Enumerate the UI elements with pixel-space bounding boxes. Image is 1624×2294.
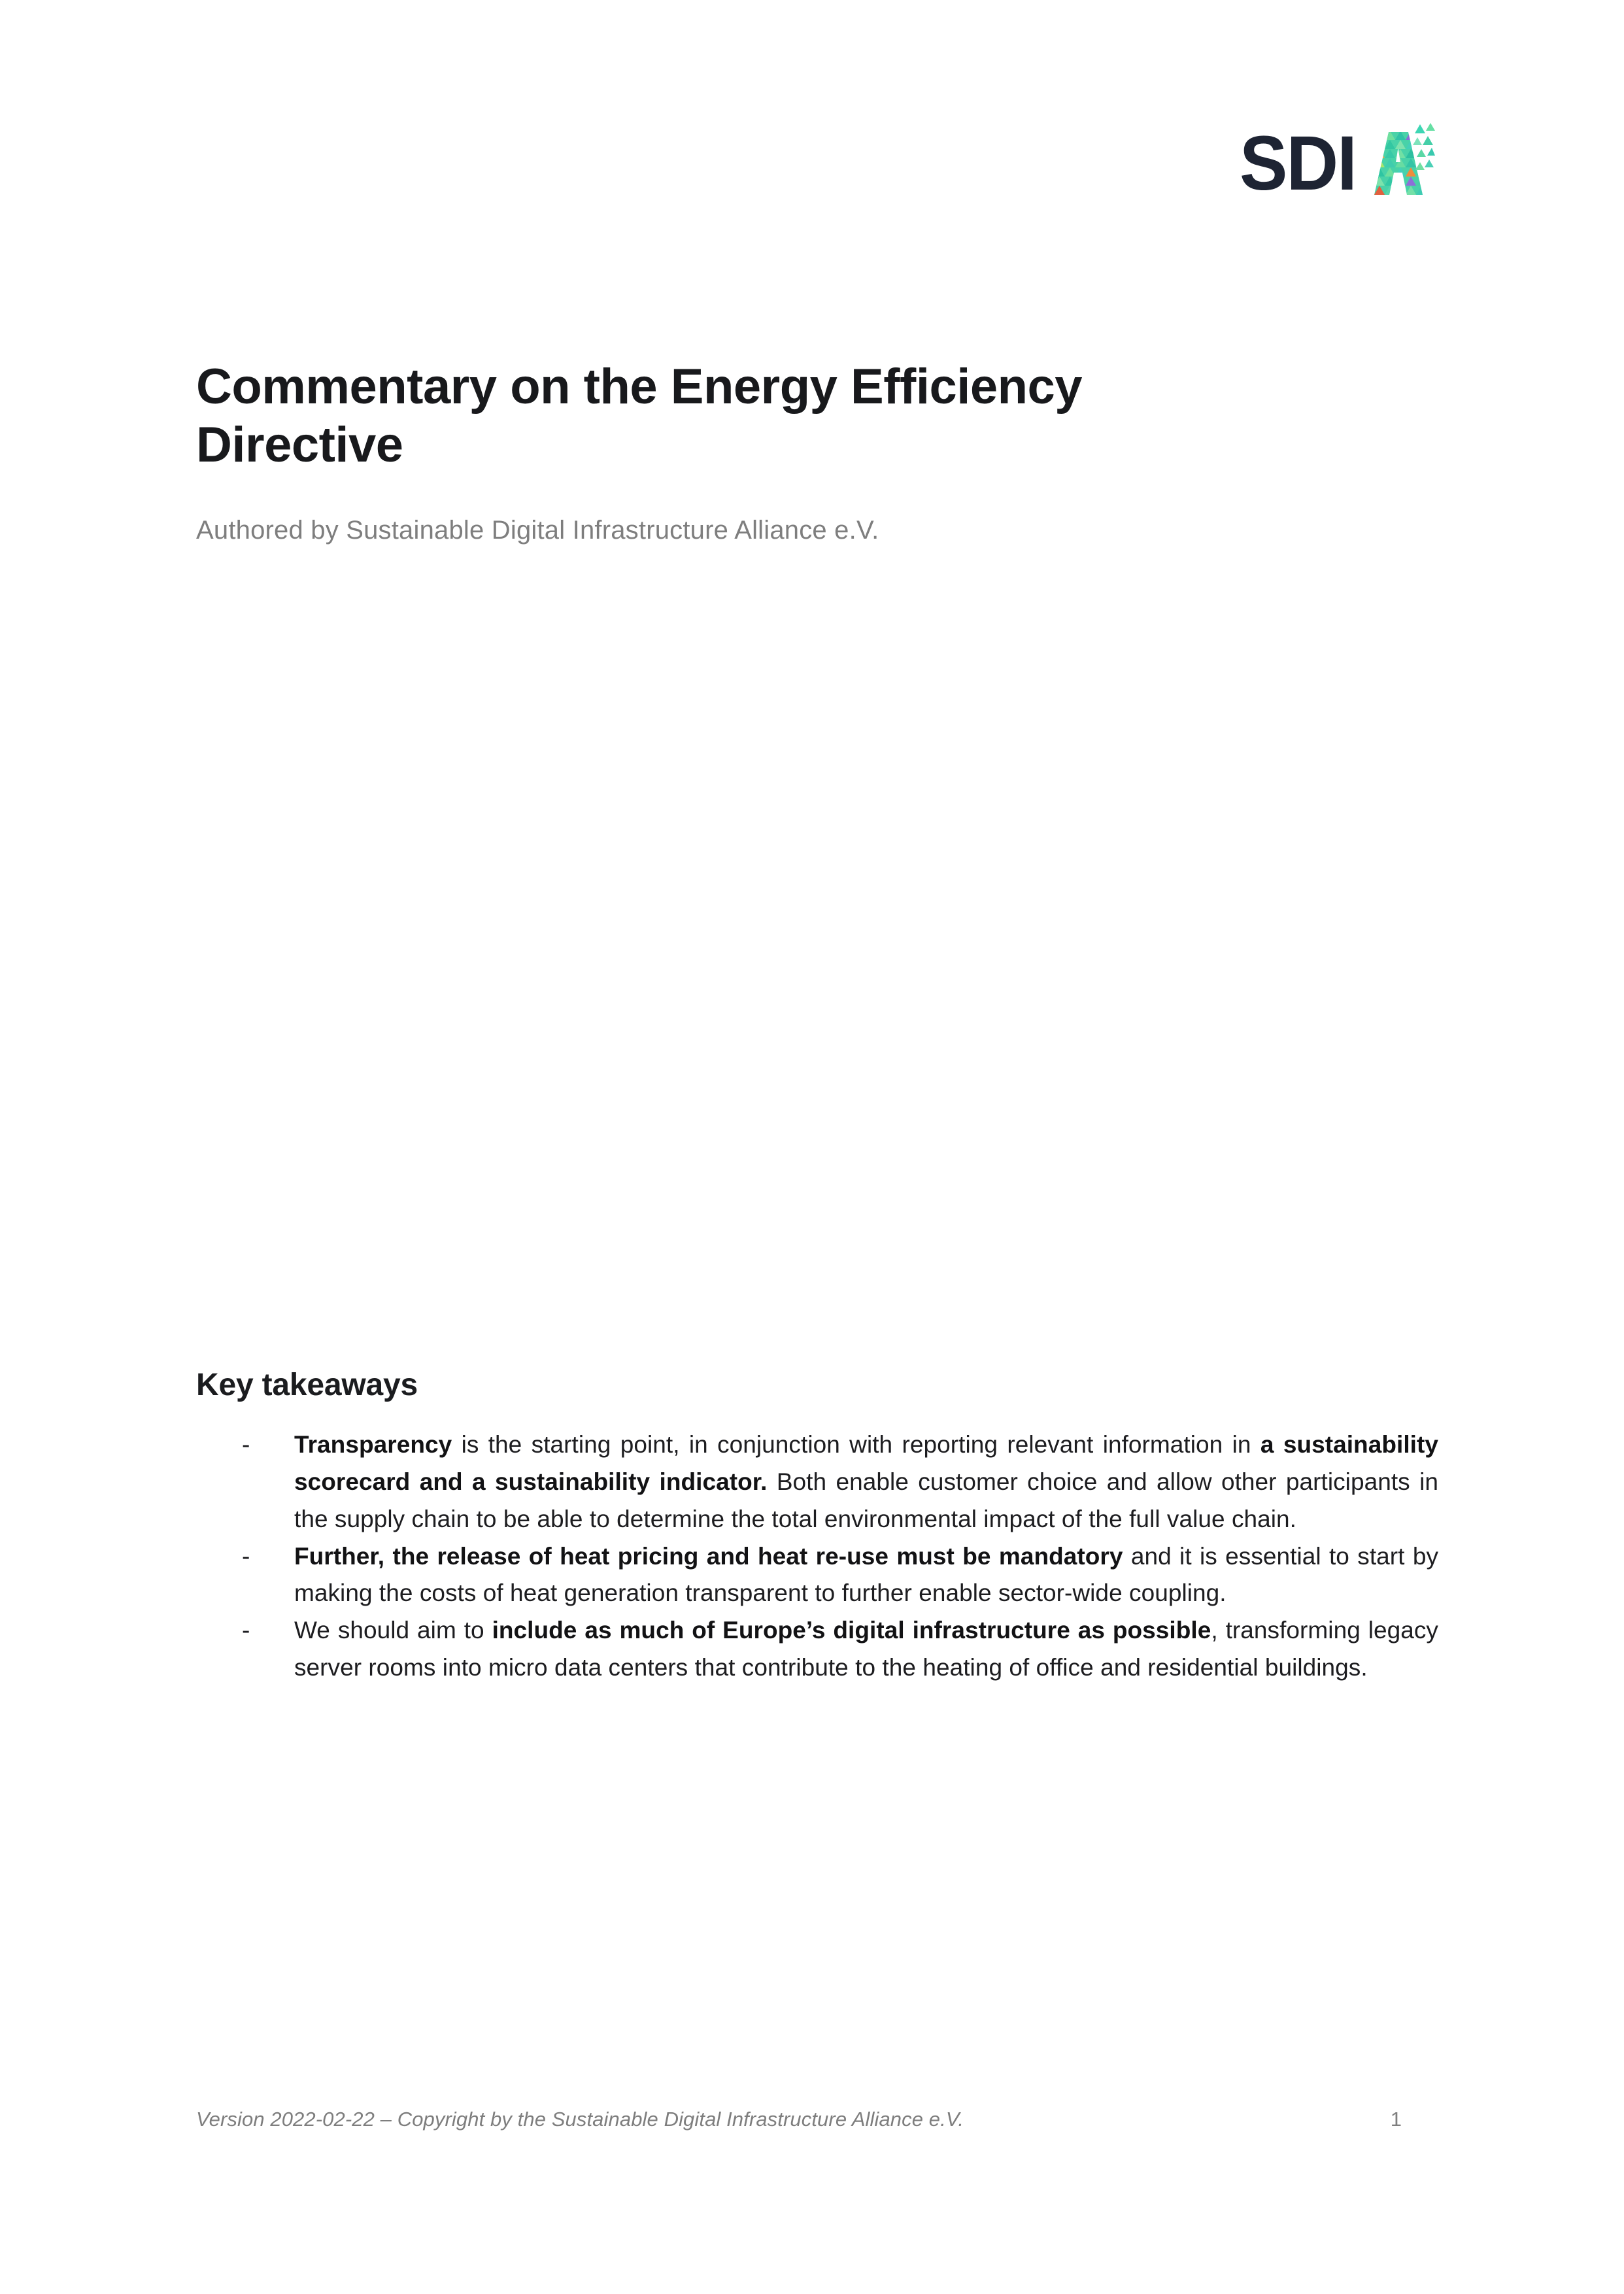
body-text: We should aim to <box>294 1617 492 1644</box>
list-item-marker: - <box>242 1430 250 1458</box>
title-block <box>196 358 1438 548</box>
body-text: and it is essential to start by making the costs of heat generation transparent to further enable sector-wide coupling. <box>294 1542 1438 1607</box>
list-item-text <box>294 1617 1438 1681</box>
list-item <box>196 1538 1438 1613</box>
page-title: Commentary on the Energy Efficiency Directive <box>196 359 1083 473</box>
emphasis-text: a sustainability scorecard and a sustainability indicator. <box>294 1430 1438 1495</box>
list-item-text <box>294 1431 1438 1532</box>
emphasis-text: include as much of Europe’s digital infrastructure as possible <box>492 1617 1211 1644</box>
body-text: Both enable customer choice and allow other participants in the supply chain to be able to determine the total environmental impact of the full value chain. <box>294 1468 1438 1532</box>
document-author: Authored by Sustainable Digital Infrastructure Alliance e.V. <box>196 515 879 545</box>
key-takeaways-list <box>196 1426 1438 1687</box>
key-takeaways-section <box>196 1366 1438 1687</box>
key-takeaways-heading: Key takeaways <box>196 1368 418 1402</box>
page-footer <box>196 2106 1436 2133</box>
list-item-text <box>294 1543 1438 1607</box>
svg-text:SDI: SDI <box>1240 122 1356 203</box>
emphasis-text: Further, the release of heat pricing and heat re-use must be mandatory <box>294 1542 1123 1570</box>
list-item-marker: - <box>242 1617 250 1644</box>
body-text: is the starting point, in conjunction with reporting relevant information in <box>452 1430 1260 1458</box>
logo-scatter-triangles <box>1413 123 1435 170</box>
sdia-logo-icon <box>1240 122 1436 203</box>
list-item-marker: - <box>242 1542 250 1570</box>
list-item <box>196 1426 1438 1538</box>
sdia-logo <box>1240 122 1436 203</box>
body-text: , transforming legacy server rooms into micro data centers that contribute to the heating of office and residential buildings. <box>294 1617 1438 1681</box>
footer-copyright: Version 2022-02-22 – Copyright by the Sustainable Digital Infrastructure Alliance e.V. <box>196 2108 964 2131</box>
list-item <box>196 1612 1438 1687</box>
emphasis-text: Transparency <box>294 1430 452 1458</box>
footer-page-number: 1 <box>1390 2108 1402 2131</box>
